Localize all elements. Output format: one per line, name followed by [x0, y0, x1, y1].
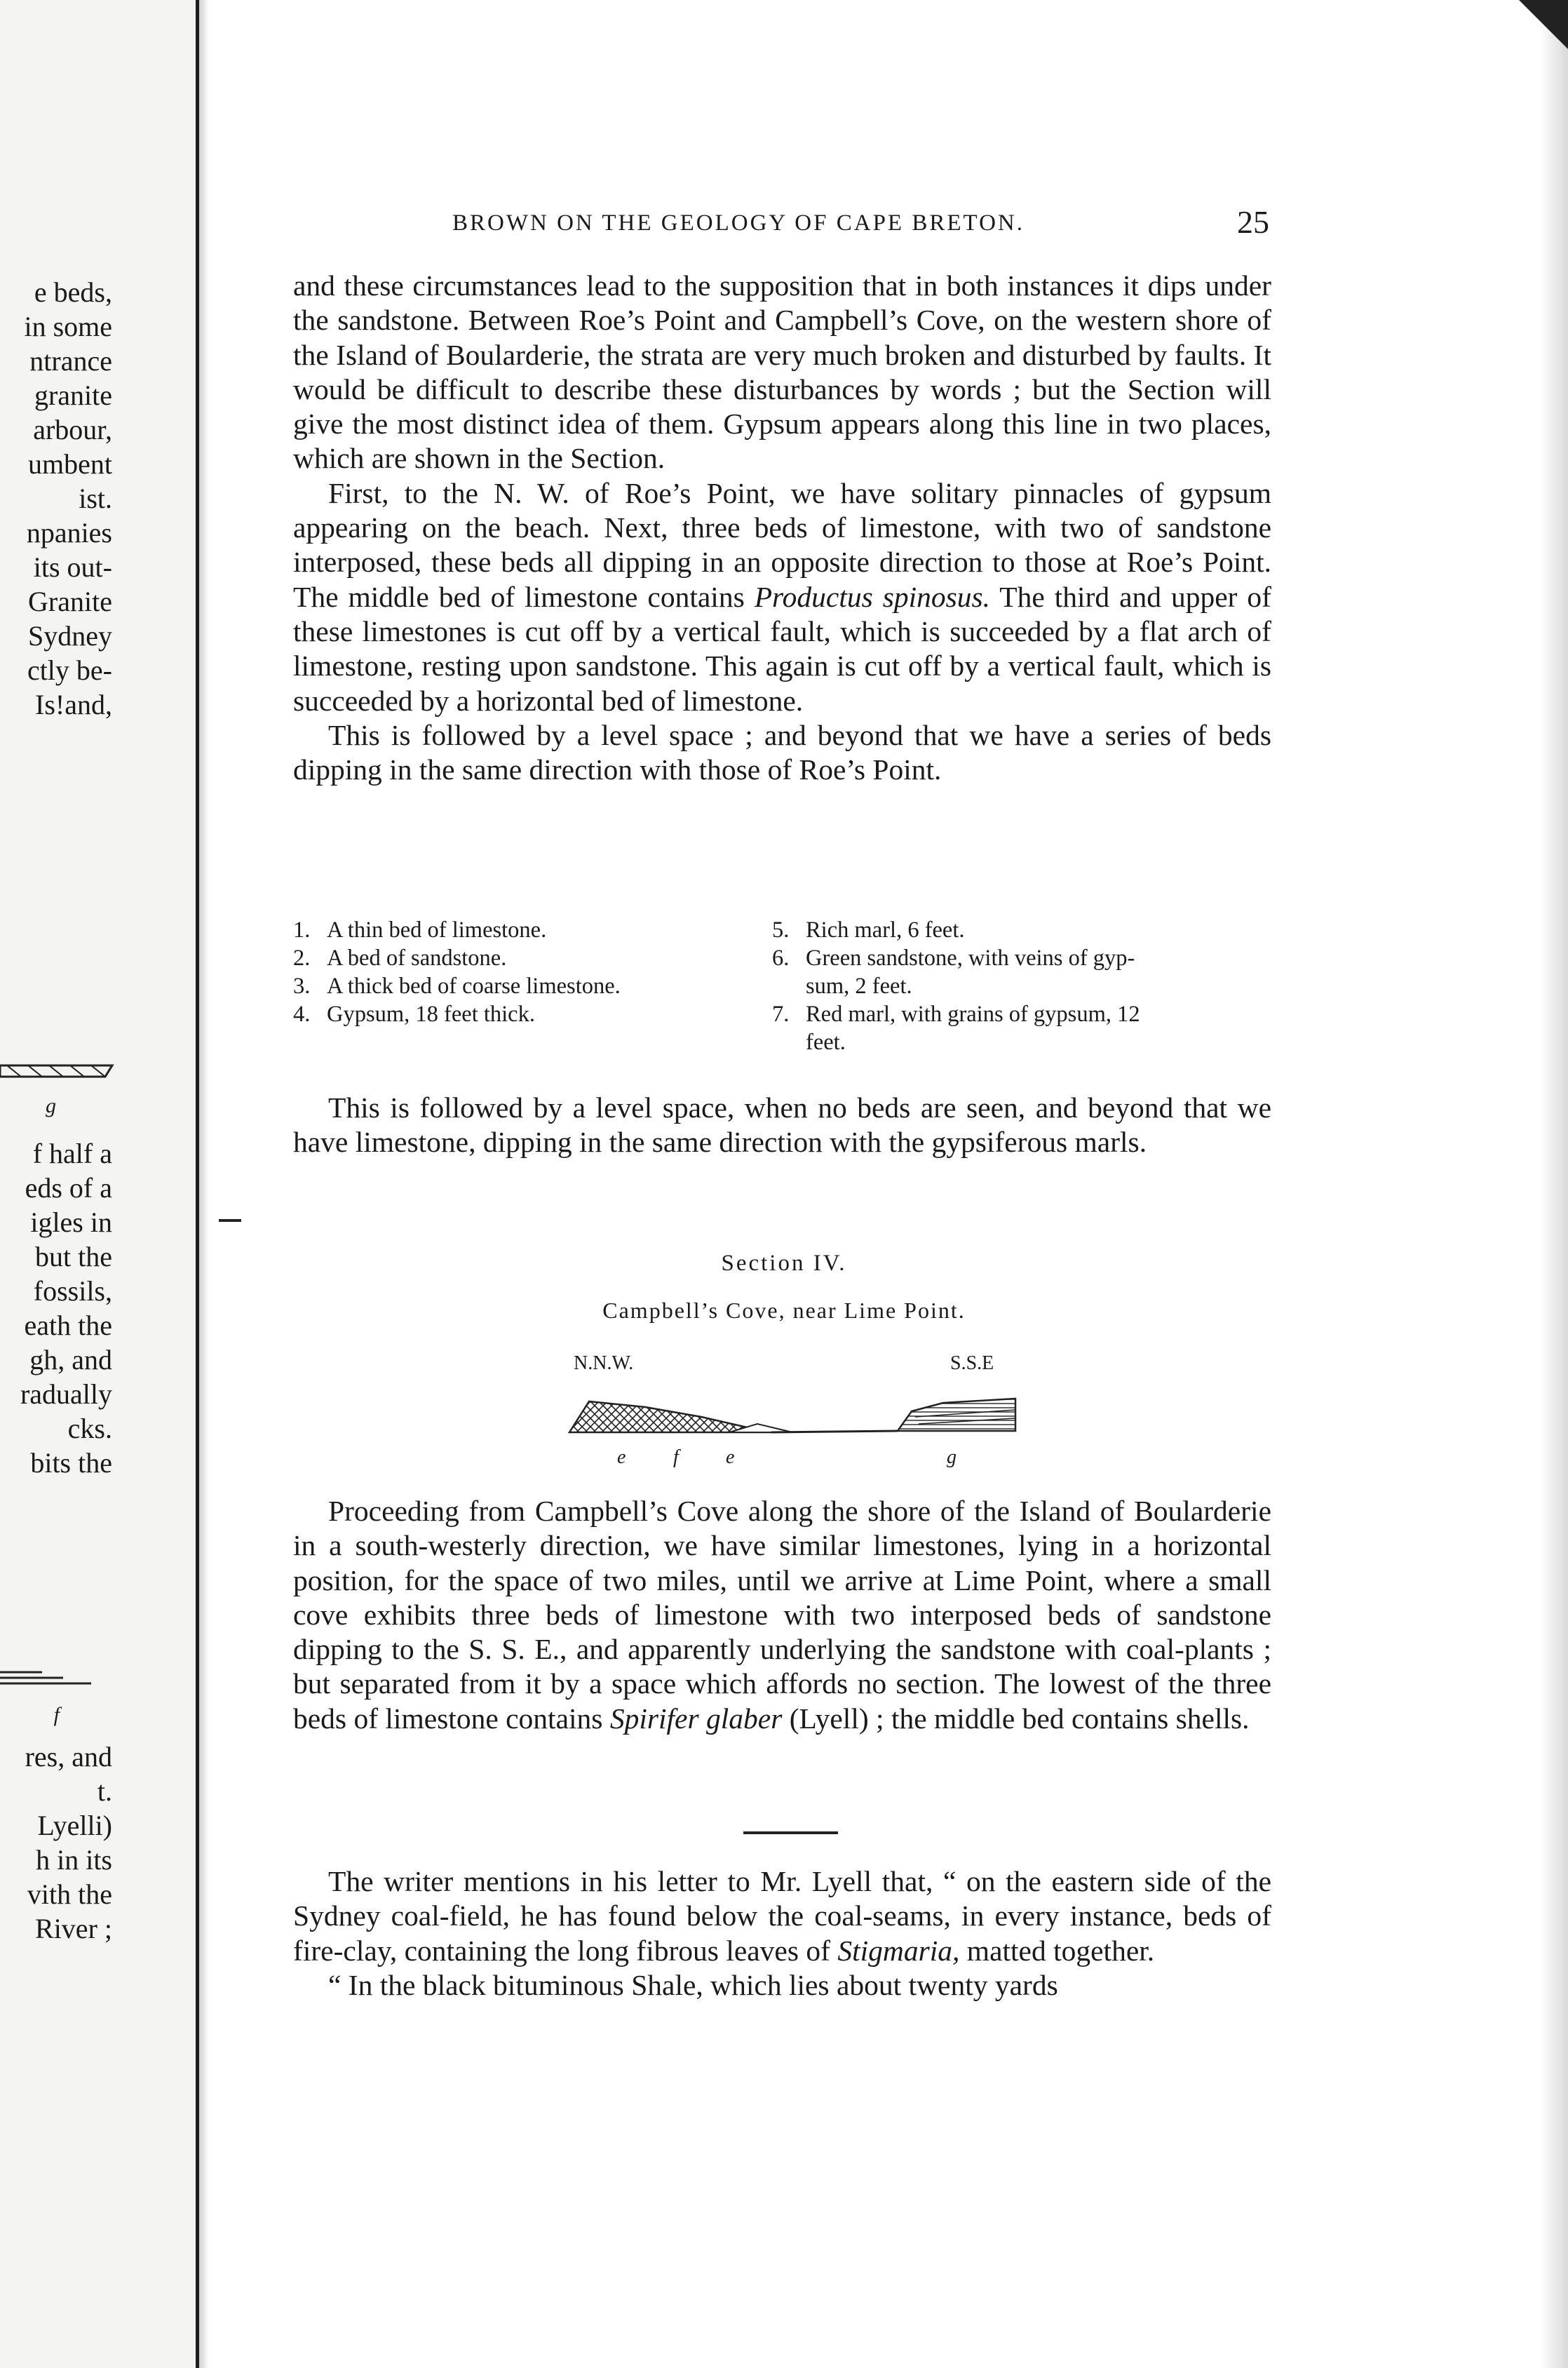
binding-shadow [199, 0, 209, 2368]
bed-label-f: f [673, 1446, 679, 1468]
bed-description: Gypsum, 18 feet thick. [327, 1002, 535, 1027]
bed-list-item [293, 972, 621, 1000]
bed-list-item [293, 916, 621, 944]
body-text-top [293, 269, 1271, 787]
bed-description: A thick bed of coarse limestone. [327, 974, 621, 999]
facing-page-line: but the [35, 1241, 112, 1272]
section-divider [743, 1831, 838, 1834]
facing-page-line: in some [24, 311, 112, 342]
paragraph [293, 476, 1271, 718]
body-text-middle [293, 1091, 1271, 1160]
bed-label-e: e [617, 1446, 626, 1468]
direction-label-right: S.S.E [950, 1352, 994, 1374]
facing-page-line: Granite [28, 586, 112, 617]
facing-page-line: f half a [32, 1138, 112, 1169]
paragraph: This is followed by a level space ; and beyond that we have a series of beds dipping in the same direction with those of Roe’s Point. [293, 718, 1271, 786]
facing-page-line: igles in [30, 1206, 112, 1238]
facing-page-text-block-3 [0, 1740, 112, 1946]
paragraph [293, 1864, 1271, 1968]
facing-page-figure-2 [0, 1662, 98, 1690]
level-ground [771, 1431, 898, 1432]
paragraph-text: First, to the N. W. of Roe’s Point, we have solitary pinnacles of gypsum appearing on the beach. Next, three beds of limestone, with two of sandstone interposed, these beds all dipping in an opposite direction to those at Roe’s Point. The middle bed of limestone contains [293, 476, 1271, 613]
bed-description: Red marl, with grains of gypsum, 12 [806, 1002, 1140, 1027]
facing-page-figure-label-2: f [53, 1703, 60, 1726]
facing-page-line: granite [34, 379, 112, 411]
page-corner-fold [1519, 0, 1568, 49]
facing-page-line: Sydney [28, 620, 112, 652]
bed-label-e: e [726, 1446, 735, 1468]
bed-list-item [293, 1000, 621, 1028]
bed-description-continued: feet. [806, 1030, 846, 1055]
running-title: BROWN ON THE GEOLOGY OF CAPE BRETON. [452, 210, 1025, 236]
bed-number: 4. [293, 1002, 311, 1027]
bed-description: Rich marl, 6 feet. [806, 917, 965, 943]
bed-number: 2. [293, 946, 311, 971]
gypsiferous-beds [898, 1399, 1015, 1431]
bed-list-item [293, 944, 621, 972]
facing-page-line: vith the [27, 1878, 112, 1910]
facing-page-line: radually [20, 1378, 112, 1410]
facing-page-figure-label-1: g [46, 1094, 56, 1117]
bed-list-item [772, 916, 1270, 944]
paragraph [293, 1494, 1271, 1736]
bed-number: 6. [772, 946, 790, 971]
margin-mark [219, 1219, 241, 1222]
facing-page-line: bits the [30, 1447, 112, 1479]
facing-page-line: e beds, [34, 276, 112, 308]
geological-section-diagram [561, 1389, 1024, 1445]
facing-page-line: arbour, [33, 414, 112, 445]
bed-list-left-column [293, 916, 621, 1028]
facing-page-line: res, and [25, 1741, 112, 1772]
page-number: 25 [1237, 204, 1269, 240]
paragraph-text: The third and upper of these limestones is cut off by a vertical fault, which is succeeded by a flat arch of limestone, resting upon sandstone. This again is cut off by a vertical fault, which is succeeded by a horizontal bed of limestone. [293, 580, 1271, 717]
bed-list-item [772, 944, 1270, 972]
facing-page-line: eds of a [25, 1172, 112, 1204]
facing-page-text-block-1 [0, 275, 112, 722]
facing-page-line: umbent [28, 448, 112, 480]
paragraph: and these circumstances lead to the supposition that in both instances it dips under the sandstone. Between Roe’s Point and Campbell’s Cove, on the western shore of the Island of Boularderie, the strata are very much broken and disturbed by faults. It would be difficult to describe these disturbances by words ; but the Section will give the most distinct idea of them. Gypsum appears along this line in two places, which are shown in the Section. [293, 269, 1271, 475]
paragraph-text: (Lyell) ; the middle bed contains shells. [789, 1702, 1250, 1735]
facing-page-line: Is!and, [35, 689, 112, 720]
body-text-bottom [293, 1494, 1271, 1736]
paragraph-text: matted together. [966, 1934, 1155, 1967]
bed-description: A bed of sandstone. [327, 946, 507, 971]
species-name: Stigmaria, [837, 1934, 960, 1967]
species-name: Productus spinosus. [754, 580, 991, 613]
facing-page-line: npanies [26, 517, 112, 549]
facing-page-line: ntrance [29, 345, 112, 377]
body-text-final [293, 1864, 1271, 2003]
paragraph: “ In the black bituminous Shale, which lies about twenty yards [328, 1968, 1058, 2001]
facing-page-line: eath the [24, 1310, 112, 1341]
bed-description: Green sandstone, with veins of gyp- [806, 946, 1135, 971]
facing-page-line: h in its [36, 1844, 112, 1876]
bed-number: 7. [772, 1002, 790, 1027]
paragraph-text: Proceeding from Campbell’s Cove along the shore of the Island of Boularderie in a south-westerly direction, we have similar limestones, lying in a horizontal position, for the space of two miles, until we arrive at Lime Point, where a small cove exhibits three beds of limestone with two interposed beds of sandstone dipping to the S. S. E., and apparently underlying the sandstone with coal-plants ; but separated from it by a space which affords no section. The lowest of the three beds of limestone contains [293, 1495, 1271, 1735]
facing-page-line: River ; [35, 1913, 112, 1944]
bed-number: 3. [293, 974, 311, 999]
facing-page-line: t. [97, 1775, 112, 1807]
species-name: Spirifer glaber [609, 1702, 783, 1735]
paragraph-text: The writer mentions in his letter to Mr. Lyell that, “ on the eastern side of the Sydney coal-field, he has found below the coal-seams, in every instance, beds of fire-clay, containing the long fibrous leaves of [293, 1865, 1271, 1967]
section-subtitle: Campbell’s Cove, near Lime Point. [602, 1298, 966, 1323]
page-right-edge [1540, 0, 1568, 2368]
facing-page-line: its out- [33, 551, 112, 583]
bed-list-item [772, 1000, 1270, 1028]
direction-label-left: N.N.W. [574, 1352, 634, 1374]
facing-page-line: ist. [79, 483, 112, 514]
facing-page-line: fossils, [33, 1275, 112, 1307]
bed-label-g: g [947, 1446, 957, 1468]
bed-list-right-column [772, 916, 1270, 1056]
limestone-beds [569, 1401, 771, 1432]
bed-description: A thin bed of limestone. [327, 917, 547, 943]
facing-page-line: gh, and [29, 1344, 112, 1375]
facing-page-line: cks. [67, 1413, 112, 1444]
bed-description-continued: sum, 2 feet. [806, 974, 912, 999]
bed-number: 5. [772, 917, 790, 943]
paragraph: This is followed by a level space, when no beds are seen, and beyond that we have limestone, dipping in the same direction with the gypsiferous marls. [293, 1091, 1271, 1159]
facing-page-line: Lyelli) [37, 1810, 112, 1841]
section-title: Section IV. [721, 1251, 847, 1276]
facing-page-line: ctly be- [27, 654, 112, 686]
bed-number: 1. [293, 917, 311, 943]
